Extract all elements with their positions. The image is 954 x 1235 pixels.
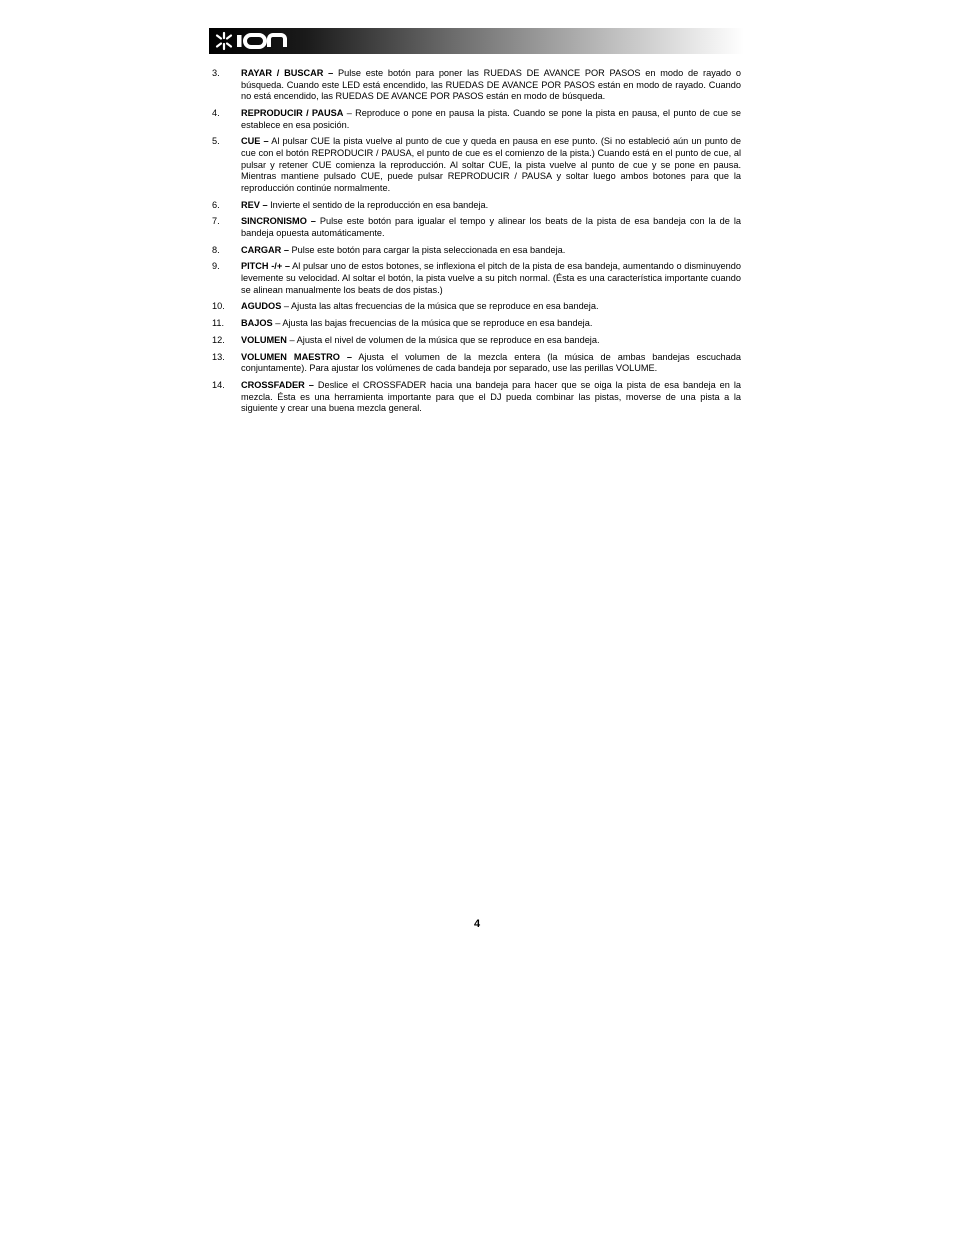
- item-number: 6.: [212, 199, 220, 210]
- item-number: 13.: [212, 351, 225, 362]
- item-term: SINCRONISMO –: [241, 216, 316, 227]
- item-text: [241, 200, 741, 212]
- item-number: 4.: [212, 107, 220, 118]
- item-text: [241, 245, 741, 257]
- item-number: 10.: [212, 301, 225, 312]
- list-item: [212, 216, 741, 239]
- item-term: CROSSFADER –: [241, 380, 314, 391]
- list-item: [212, 108, 741, 131]
- item-term: VOLUMEN: [241, 334, 287, 345]
- item-text: [241, 108, 741, 131]
- item-number: 7.: [212, 216, 220, 227]
- page-number: 4: [473, 918, 481, 930]
- item-text: [241, 335, 741, 347]
- item-term: BAJOS: [241, 318, 273, 329]
- item-description: Al pulsar uno de estos botones, se inflexiona el pitch de la pista de esa bandeja, aumentando o disminuyendo levemente su velocidad. Al soltar el botón, la pista vuelve a su pitch normal. (Ésta es una característica importante cuando se alinean manualmente los beats de dos pistas.): [241, 261, 741, 295]
- item-number: 3.: [212, 68, 220, 78]
- item-description: – Ajusta las altas frecuencias de la música que se reproduce en esa bandeja.: [281, 301, 599, 312]
- item-number: 9.: [212, 261, 220, 272]
- list-item: [212, 261, 741, 296]
- feature-list: [212, 68, 741, 420]
- item-term: CARGAR –: [241, 244, 289, 255]
- item-description: Al pulsar CUE la pista vuelve al punto de cue y queda en pausa en ese punto. (Si no estableció aún un punto de cue con el botón REPRODUCIR / PAUSA, el punto de cue es el comienzo de la pista.) Cuando está en el punto de cue, al pulsar y retener CUE comienza la reproducción. Al soltar CUE, la pista vuelve al punto de cue y se pone en pausa. Mientras mantiene pulsado CUE, puede pulsar REPRODUCIR / PAUSA y soltar luego ambos botones para que la reproducción continúe normalmente.: [241, 136, 742, 193]
- item-text: [241, 380, 741, 415]
- item-term: CUE –: [241, 136, 269, 147]
- item-number: 5.: [212, 136, 220, 147]
- list-item: [212, 380, 741, 415]
- list-item: [212, 200, 741, 212]
- item-term: RAYAR / BUSCAR –: [241, 68, 334, 78]
- item-description: – Ajusta el nivel de volumen de la música que se reproduce en esa bandeja.: [286, 334, 600, 345]
- item-number: 11.: [212, 318, 225, 329]
- item-term: REV –: [241, 199, 268, 210]
- item-description: – Ajusta las bajas frecuencias de la música que se reproduce en esa bandeja.: [272, 318, 593, 329]
- item-term: VOLUMEN MAESTRO –: [241, 351, 352, 362]
- item-text: [241, 136, 741, 194]
- item-text: [241, 301, 741, 313]
- list-item: [212, 352, 741, 375]
- item-number: 14.: [212, 380, 225, 391]
- item-description: Ajusta el volumen de la mezcla entera (la música de ambas bandejas escuchada conjuntamente). Para ajustar los volúmenes de cada bandeja por separado, use las perillas VOLUME.: [241, 351, 741, 374]
- item-description: Deslice el CROSSFADER hacia una bandeja para hacer que se oiga la pista de esa bandeja en la mezcla. Ésta es una herramienta importante para que el DJ pueda combinar las pistas, moverse de una pista a la siguiente y crear una buena mezcla general.: [241, 380, 741, 414]
- list-item: [212, 318, 741, 330]
- item-description: Pulse este botón para cargar la pista seleccionada en esa bandeja.: [288, 244, 566, 255]
- ion-logo: [215, 31, 295, 51]
- item-text: [241, 352, 741, 375]
- list-item: [212, 136, 741, 194]
- list-item: [212, 68, 741, 103]
- item-text: [241, 261, 741, 296]
- item-term: REPRODUCIR / PAUSA: [241, 107, 344, 118]
- list-item: [212, 335, 741, 347]
- list-item: [212, 301, 741, 313]
- item-number: 8.: [212, 244, 220, 255]
- item-text: [241, 216, 741, 239]
- item-term: PITCH -/+ –: [241, 261, 290, 272]
- item-number: 12.: [212, 334, 225, 345]
- item-description: Pulse este botón para igualar el tempo y alinear los beats de la pista de esa bandeja con la de la bandeja opuesta automáticamente.: [241, 216, 741, 238]
- list-item: [212, 245, 741, 257]
- item-description: Invierte el sentido de la reproducción en esa bandeja.: [267, 199, 489, 210]
- item-term: AGUDOS: [241, 301, 282, 312]
- header-bar: [209, 28, 744, 54]
- item-description: Pulse este botón para poner las RUEDAS DE AVANCE POR PASOS en modo de rayado o búsqueda. Cuando este LED está encendido, las RUEDAS DE AVANCE POR PASOS están en modo de rayado. Cuando no está encendido, las RUEDAS DE AVANCE POR PASOS están en modo de búsqueda.: [241, 68, 741, 102]
- item-text: [241, 68, 741, 103]
- item-text: [241, 318, 741, 330]
- item-description: – Reproduce o pone en pausa la pista. Cuando se pone la pista en pausa, el punto de cue se establece en esa posición.: [241, 107, 741, 130]
